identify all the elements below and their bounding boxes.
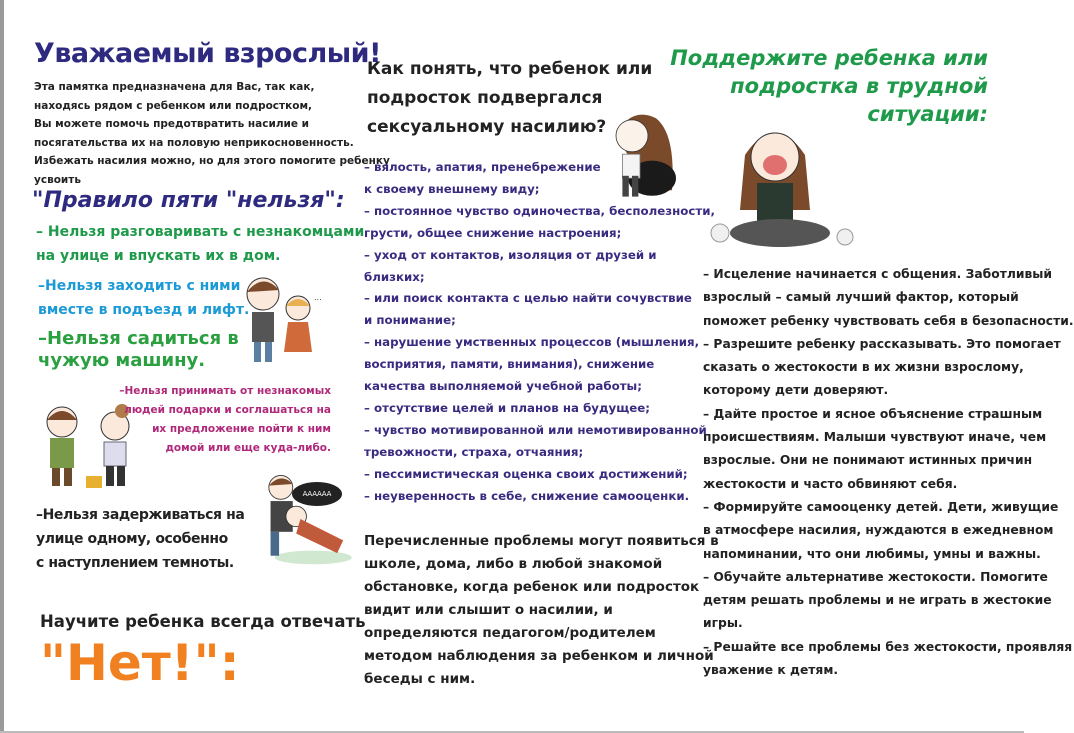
sign-line: – или поиск контакта с целью найти сочувствие <box>364 291 692 306</box>
intro-line: посягательства их на половую неприкосновенность. <box>34 136 354 149</box>
sign-line: – неуверенность в себе, снижение самооценки. <box>364 488 690 503</box>
middle-paragraph <box>364 530 719 691</box>
rule-line: –Нельзя принимать от незнакомых <box>119 385 331 397</box>
svg-text:...: ... <box>314 293 322 302</box>
signs-list <box>364 157 715 508</box>
advice-line: – Разрешите ребенку рассказывать. Это помогает <box>703 336 1061 351</box>
advice-line: – Исцеление начинается с общения. Заботливый <box>703 267 1052 281</box>
paragraph-line: определяются педагогом/родителем <box>364 625 656 641</box>
rule-line: –Нельзя задерживаться на <box>36 507 245 523</box>
advice-line: взрослый – самый лучший фактор, который <box>703 290 1019 305</box>
rule-line: –Нельзя заходить с ними <box>38 278 241 294</box>
advice-line: уважение к детям. <box>703 663 839 678</box>
rule-line: чужую машину. <box>38 350 206 371</box>
rule-line: улице одному, особенно <box>36 531 228 547</box>
intro-line: Избежать насилия можно, но для этого помогите ребенку <box>34 155 390 167</box>
rule-2 <box>38 274 249 322</box>
advice-line: поможет ребенку чувствовать себя в безопасности. <box>703 313 1074 328</box>
rule-line: на улице и впускать их в дом. <box>36 248 281 264</box>
sign-line: и понимание; <box>364 313 456 328</box>
advice-line: происшествиям. Малыши чувствуют иначе, чем <box>703 430 1047 445</box>
advice-line: которому дети доверяют. <box>703 383 889 398</box>
advice-line: детям решать проблемы и не играть в жестокие <box>703 593 1052 608</box>
middle-title-line: сексуальному насилию? <box>367 117 607 137</box>
advice-line: взрослые. Они не понимают истинных причин <box>703 453 1033 468</box>
rule-line: –Нельзя садиться в <box>38 328 239 349</box>
rule-3 <box>38 328 239 372</box>
rule-line: вместе в подъезд и лифт. <box>38 302 250 318</box>
illustration-crying-girl <box>705 115 865 255</box>
paragraph-line: Перечисленные проблемы могут появиться в <box>364 533 719 549</box>
advice-line: жестокости и часто обвиняют себя. <box>703 476 958 491</box>
advice-line: сказать о жестокости в их жизни взрослому, <box>703 360 1024 375</box>
intro-line: находясь рядом с ребенком или подростком, <box>34 99 313 112</box>
sign-line: – чувство мотивированной или немотивированной <box>364 422 707 437</box>
advice-line: игры. <box>703 616 743 631</box>
sign-line: – пессимистическая оценка своих достижений; <box>364 466 688 481</box>
sign-line: – уход от контактов, изоляция от друзей и <box>364 247 657 262</box>
sign-line: – вялость, апатия, пренебрежение <box>364 160 601 174</box>
rule-line: их предложение пойти к ним <box>152 423 331 435</box>
rule-5 <box>36 503 244 575</box>
rule-line: – Нельзя разговаривать с незнакомцами <box>36 224 365 240</box>
rule-line: домой или еще куда-либо. <box>165 442 331 454</box>
rule-1 <box>36 220 364 268</box>
sign-line: близких; <box>364 269 425 284</box>
rule-line: людей подарки и соглашаться на <box>124 404 331 416</box>
speech-bubble: АААААА <box>292 482 342 506</box>
sign-line: восприятия, памяти, внимания), снижение <box>364 357 655 372</box>
advice-line: – Обучайте альтернативе жестокости. Помогите <box>703 569 1048 584</box>
net-text: "Нет!": <box>40 634 240 692</box>
sign-line: качества выполняемой учебной работы; <box>364 379 642 394</box>
paragraph-line: методом наблюдения за ребенком и личной <box>364 648 714 664</box>
sign-line: – постоянное чувство одиночества, бесполезности, <box>364 203 715 218</box>
middle-title <box>367 55 652 142</box>
sign-line: тревожности, страха, отчаяния; <box>364 444 584 459</box>
advice-line: – Решайте все проблемы без жестокости, проявляя <box>703 639 1073 654</box>
advice-line: – Дайте простое и ясное объяснение страшным <box>703 406 1043 421</box>
illustration-stranger-and-child <box>238 272 338 367</box>
intro-line: Вы можете помочь предотвратить насилие и <box>34 118 309 130</box>
left-title: Уважаемый взрослый! <box>34 38 381 69</box>
intro-line: Эта памятка предназначена для Вас, так как, <box>34 81 315 93</box>
sign-line: – отсутствие целей и планов на будущее; <box>364 400 650 415</box>
right-title-line: Поддержите ребенка или <box>670 46 988 70</box>
paragraph-line: видит или слышит о насилии, и <box>364 602 613 618</box>
sign-line: к своему внешнему виду; <box>364 181 540 196</box>
right-title <box>670 44 988 128</box>
advice-list <box>703 263 1074 682</box>
page-edge <box>0 0 4 733</box>
middle-title-line: Как понять, что ребенок или <box>367 59 653 79</box>
rule-4 <box>119 382 331 458</box>
advice-line: напоминании, что они любимы, умны и важны. <box>703 546 1041 561</box>
intro-text <box>34 78 390 189</box>
right-title-line: ситуации: <box>867 102 988 126</box>
sign-line: грусти, общее снижение настроения; <box>364 225 622 240</box>
intro-line: усвоить <box>34 173 82 186</box>
paragraph-line: беседы с ним. <box>364 671 476 687</box>
advice-line: – Формируйте самооценку детей. Дети, живущие <box>703 499 1059 514</box>
advice-line: в атмосфере насилия, нуждаются в ежедневном <box>703 523 1054 538</box>
teach-text: Научите ребенка всегда отвечать <box>40 612 366 631</box>
paragraph-line: обстановке, когда ребенок или подросток <box>364 579 700 595</box>
rule-line: с наступлением темноты. <box>36 555 234 571</box>
sign-line: – нарушение умственных процессов (мышления, <box>364 335 700 350</box>
paragraph-line: школе, дома, либо в любой знакомой <box>364 556 663 572</box>
right-title-line: подростка в трудной <box>730 74 988 98</box>
middle-title-line: подросток подвергался <box>367 88 603 108</box>
rule-title: "Правило пяти "нельзя": <box>32 188 345 213</box>
